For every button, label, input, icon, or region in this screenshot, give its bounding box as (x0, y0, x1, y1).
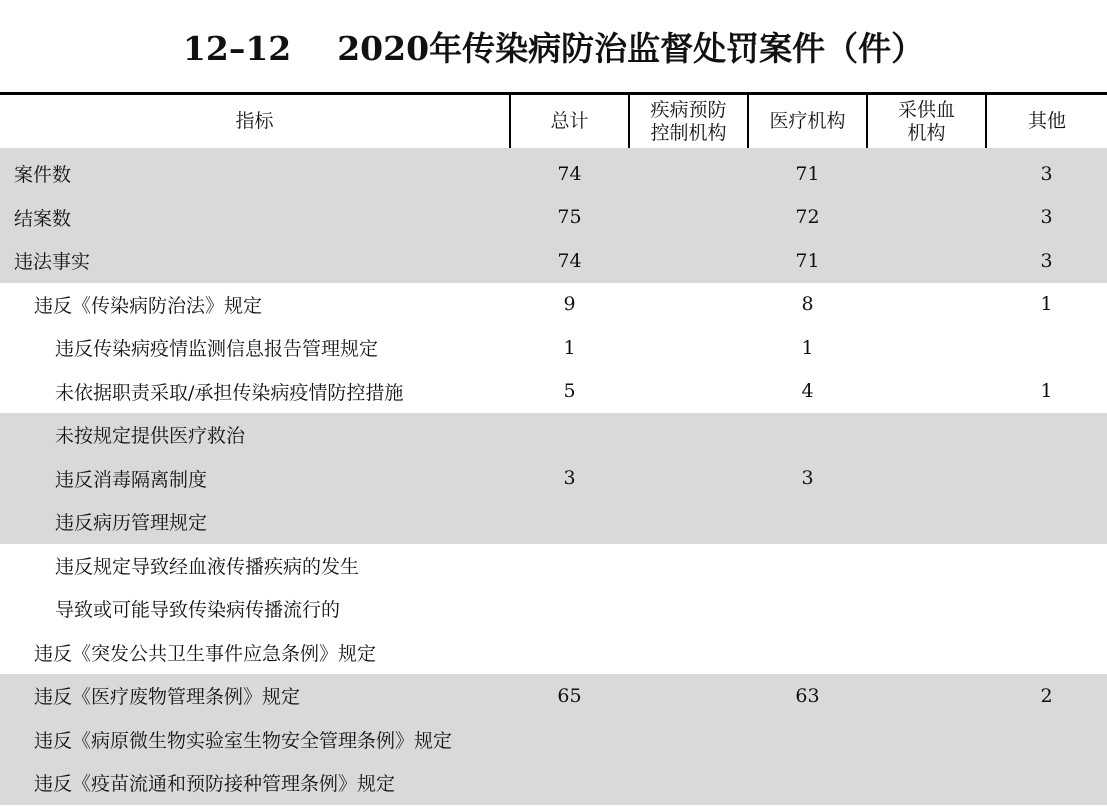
cell-cdc (629, 500, 748, 544)
cell-total (510, 718, 629, 762)
table-row (0, 283, 1107, 327)
cell-total: 1 (563, 336, 576, 359)
cell-other: 3 (986, 239, 1107, 283)
cell-medical: 71 (748, 239, 867, 283)
table-row (0, 152, 1107, 196)
cell-blood (867, 631, 986, 675)
cell-blood (867, 500, 986, 544)
cell-blood (867, 370, 986, 414)
row-label: 违反《病原微生物实验室生物安全管理条例》规定 (0, 718, 510, 762)
row-label: 案件数 (0, 152, 510, 196)
row-label: 未按规定提供医疗救治 (0, 413, 510, 457)
cell-medical: 3 (748, 457, 867, 501)
cell-cdc (629, 370, 748, 414)
header-cdc-label: 疾病预防控制机构 (650, 98, 727, 144)
cell-other (986, 587, 1107, 631)
row-label: 违反《传染病防治法》规定 (34, 294, 263, 317)
cell-blood (867, 239, 986, 283)
header-blood-label: 采供血机构 (897, 98, 955, 144)
cell-medical (748, 761, 867, 805)
cell-medical: 4 (801, 380, 814, 403)
cell-blood (867, 326, 986, 370)
table-row (0, 500, 1107, 544)
cell-total: 5 (563, 380, 576, 403)
cell-other (986, 718, 1107, 762)
cell-cdc (629, 587, 748, 631)
cell-total (510, 544, 629, 588)
header-indicator: 指标 (235, 110, 274, 132)
cell-cdc (629, 718, 748, 762)
table-row (0, 674, 1107, 718)
cell-other: 1 (1040, 380, 1053, 403)
cell-total (510, 413, 629, 457)
table-row (0, 196, 1107, 240)
cell-other: 2 (986, 674, 1107, 718)
cell-total: 3 (510, 457, 629, 501)
row-label: 违法事实 (0, 239, 510, 283)
cell-blood (867, 674, 986, 718)
cell-total: 9 (563, 293, 576, 316)
cell-cdc (629, 674, 748, 718)
data-table (0, 95, 1107, 805)
cell-other (986, 761, 1107, 805)
cell-total (510, 631, 629, 675)
cell-blood (867, 761, 986, 805)
cell-cdc (629, 631, 748, 675)
cell-blood (867, 718, 986, 762)
cell-total (510, 761, 629, 805)
header-medical: 医疗机构 (748, 95, 867, 148)
table-title: 12–12 2020年传染病防治监督处罚案件（件） (182, 29, 925, 68)
row-label: 未依据职责采取/承担传染病疫情防控措施 (55, 381, 404, 404)
cell-cdc (629, 239, 748, 283)
cell-other (986, 500, 1107, 544)
table-row (0, 370, 1107, 414)
cell-medical: 1 (801, 336, 814, 359)
row-label: 违反《疫苗流通和预防接种管理条例》规定 (0, 761, 510, 805)
cell-total (510, 587, 629, 631)
row-label: 违反消毒隔离制度 (0, 457, 510, 501)
cell-medical (748, 413, 867, 457)
cell-medical (748, 544, 867, 588)
cell-blood (867, 283, 986, 327)
cell-total (510, 500, 629, 544)
cell-cdc (629, 544, 748, 588)
cell-medical: 63 (748, 674, 867, 718)
row-label: 违反传染病疫情监测信息报告管理规定 (55, 338, 379, 361)
row-label: 违反病历管理规定 (0, 500, 510, 544)
cell-blood (867, 587, 986, 631)
cell-blood (867, 413, 986, 457)
table-row (0, 631, 1107, 675)
cell-other: 3 (986, 152, 1107, 196)
cell-other: 1 (1040, 293, 1053, 316)
cell-other: 3 (986, 196, 1107, 240)
cell-medical: 72 (748, 196, 867, 240)
cell-other (986, 413, 1107, 457)
header-row (0, 95, 1107, 148)
table-row (0, 718, 1107, 762)
cell-other (986, 457, 1107, 501)
cell-blood (867, 152, 986, 196)
header-blood (867, 95, 986, 148)
cell-total: 75 (510, 196, 629, 240)
cell-cdc (629, 413, 748, 457)
header-other: 其他 (986, 95, 1107, 148)
cell-medical: 71 (748, 152, 867, 196)
row-label: 导致或可能导致传染病传播流行的 (55, 599, 341, 622)
cell-other (986, 544, 1107, 588)
cell-cdc (629, 457, 748, 501)
cell-medical (748, 587, 867, 631)
cell-cdc (629, 196, 748, 240)
table-row (0, 413, 1107, 457)
cell-total: 74 (510, 239, 629, 283)
cell-medical (748, 718, 867, 762)
row-label: 违反规定导致经血液传播疾病的发生 (55, 555, 360, 578)
cell-total: 74 (510, 152, 629, 196)
row-label: 违反《突发公共卫生事件应急条例》规定 (34, 642, 377, 665)
cell-medical (748, 631, 867, 675)
header-cdc (629, 95, 748, 148)
cell-cdc (629, 326, 748, 370)
cell-cdc (629, 761, 748, 805)
row-label: 结案数 (0, 196, 510, 240)
table-row (0, 587, 1107, 631)
row-label: 违反《医疗废物管理条例》规定 (0, 674, 510, 718)
cell-cdc (629, 283, 748, 327)
header-total: 总计 (510, 95, 629, 148)
cell-cdc (629, 152, 748, 196)
cell-blood (867, 196, 986, 240)
cell-other (986, 326, 1107, 370)
cell-total: 65 (510, 674, 629, 718)
cell-medical: 8 (801, 293, 814, 316)
table-row (0, 761, 1107, 805)
cell-blood (867, 544, 986, 588)
cell-other (986, 631, 1107, 675)
cell-medical (748, 500, 867, 544)
table-row (0, 239, 1107, 283)
table-row (0, 544, 1107, 588)
table-row (0, 457, 1107, 501)
table-row (0, 326, 1107, 370)
cell-blood (867, 457, 986, 501)
